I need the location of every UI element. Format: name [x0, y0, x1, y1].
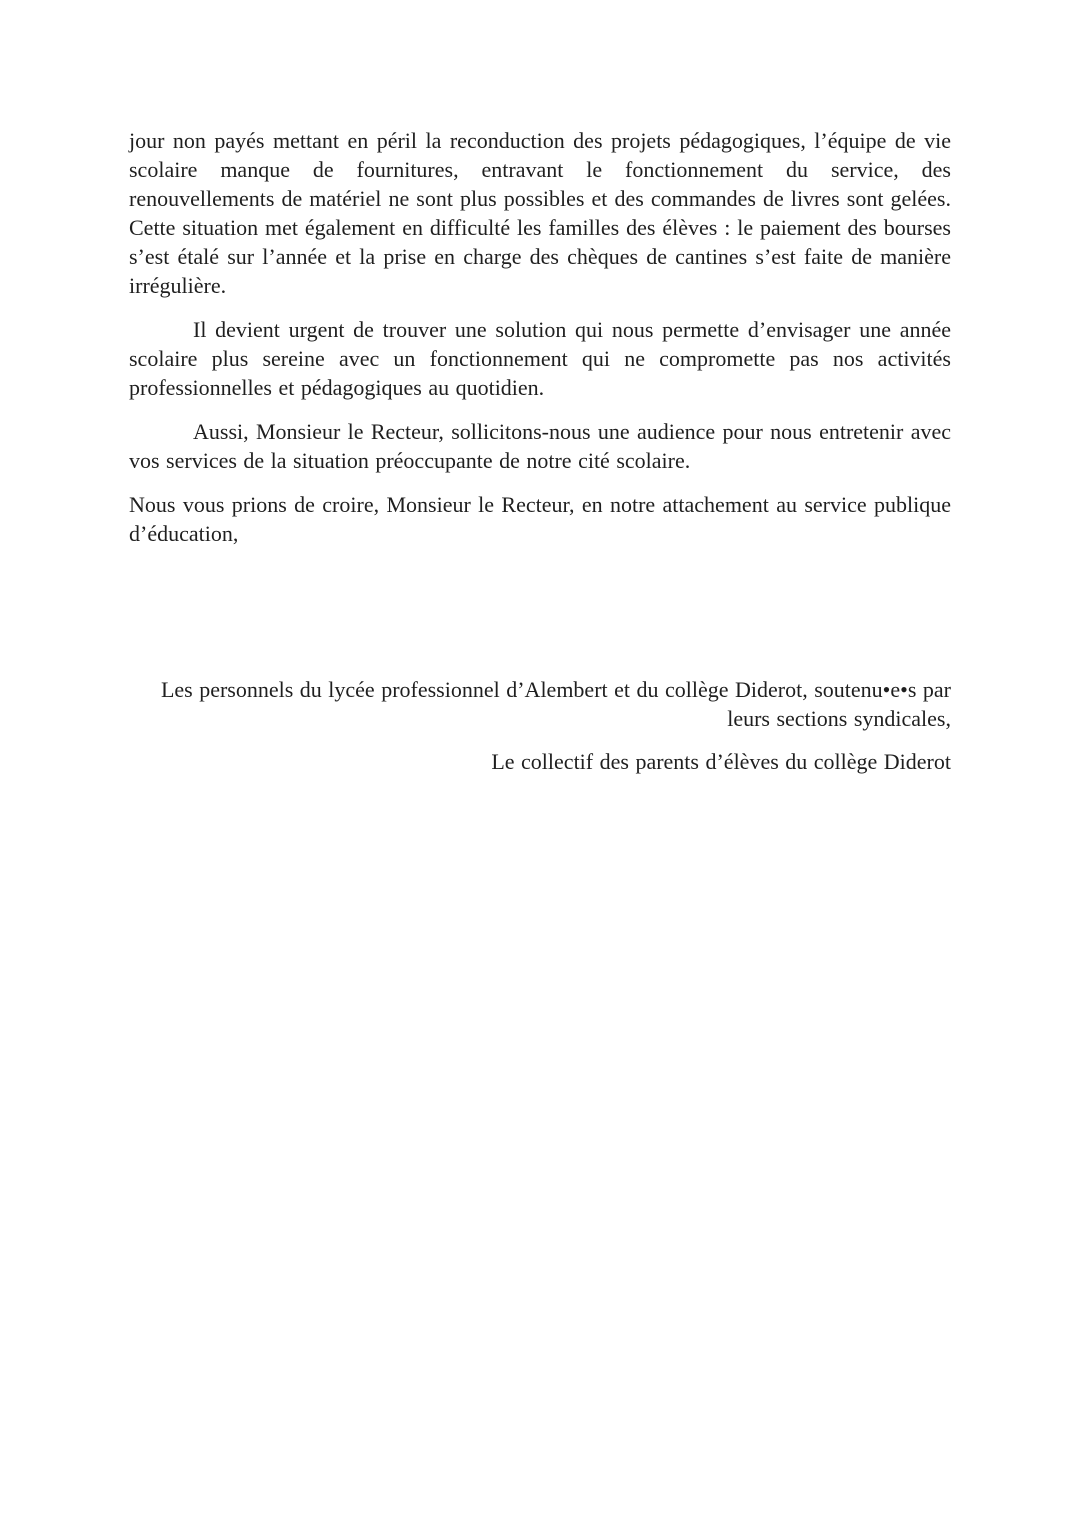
letter-body: [129, 126, 951, 776]
paragraph-formule-politesse: Nous vous prions de croire, Monsieur le Recteur, en notre attachement au service publique d’éducation,: [129, 492, 951, 546]
paragraph-audience: Aussi, Monsieur le Recteur, sollicitons-nous une audience pour nous entretenir avec vos services de la situation préoccupante de notre cité scolaire.: [129, 419, 951, 473]
signature-personnels: Les personnels du lycée professionnel d’Alembert et du collège Diderot, soutenu•e•s par leurs sections syndicales,: [160, 677, 951, 731]
signature-collectif-parents: Le collectif des parents d’élèves du collège Diderot: [491, 749, 951, 774]
paragraph-urgence: Il devient urgent de trouver une solution qui nous permette d’envisager une année scolaire plus sereine avec un fonctionnement qui ne compromette pas nos activités professionnelles et pédagogiques au quotidien.: [129, 317, 951, 400]
paragraph-situation: jour non payés mettant en péril la reconduction des projets pédagogiques, l’équipe de vie scolaire manque de fournitures, entravant le fonctionnement du service, des renouvellements de matériel ne sont plus possibles et des commandes de livres sont gelées. Cette situation met également en difficulté les familles des élèves : le paiement des bourses s’est étalé sur l’année et la prise en charge des chèques de cantines s’est faite de manière irrégulière.: [129, 128, 951, 298]
signature-block: [129, 675, 951, 776]
